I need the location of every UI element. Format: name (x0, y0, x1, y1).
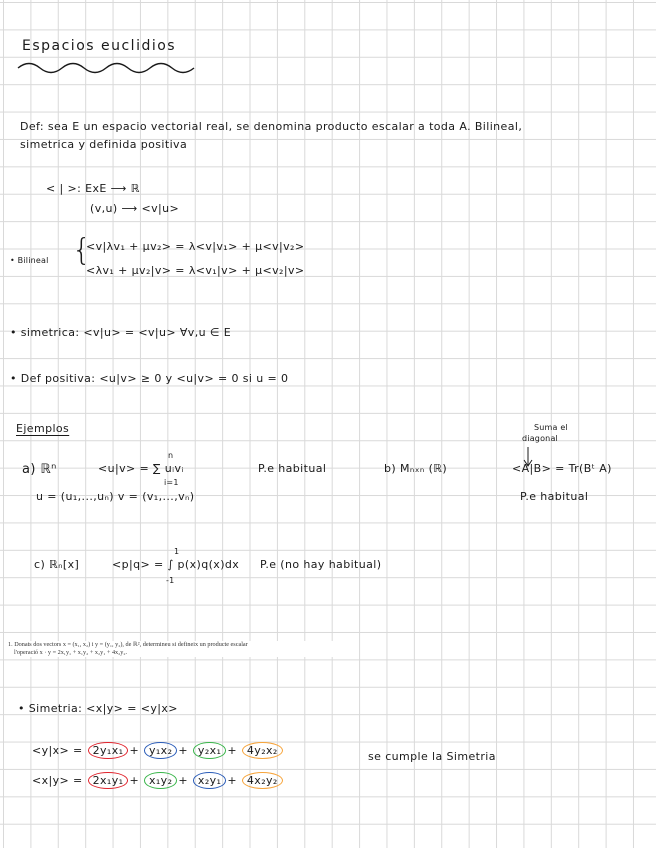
example-a-vectors: u = (u₁,...,uₙ) v = (v₁,...,vₙ) (36, 490, 195, 503)
example-b-label: b) Mₙₓₙ (ℝ) (384, 462, 448, 475)
example-c-integral-upper: 1 (174, 547, 180, 556)
example-a-equation: <u|v> = ∑ uᵢvᵢ (98, 462, 184, 475)
exercise-line-1: 1. Donats dos vectors x = (x₁, x₂) i y = (y₁, y₂), de ℝ², determineu si defineix un producte escalar (8, 641, 248, 648)
example-c-integral-lower: -1 (166, 576, 175, 585)
row-2-term-3: x₂y₁ (193, 772, 226, 789)
example-b-equation: <A|B> = Tr(Bᵗ A) (512, 462, 612, 475)
example-a-label: a) ℝⁿ (22, 462, 57, 477)
bilineal-brace: { (72, 233, 92, 268)
simetria-row-2: <x|y> = 2x₁y₁ + x₁y₂ + x₂y₁ + 4x₂y₂ (32, 772, 284, 789)
example-b-annotation-2: diagonal (522, 434, 558, 443)
row-1-term-1: 2y₁x₁ (88, 742, 129, 759)
row-2-term-1: 2x₁y₁ (88, 772, 129, 789)
row-2-prefix: <x|y> = (32, 774, 83, 787)
def-positiva-property: • Def positiva: <u|v> ≥ 0 y <u|v> = 0 si u = 0 (10, 372, 289, 385)
simetria-row-1: <y|x> = 2y₁x₁ + y₁x₂ + y₂x₁ + 4y₂x₂ (32, 742, 284, 759)
example-a-note: P.e habitual (258, 462, 327, 475)
row-1-term-4: 4y₂x₂ (242, 742, 283, 759)
inner-product-map-arg: (v,u) ⟶ <v|u> (90, 202, 180, 215)
page-title: Espacios euclidios (22, 38, 177, 54)
bilineal-equation-2: <λv₁ + μv₂|v> = λ<v₁|v> + μ<v₂|v> (86, 264, 305, 277)
inner-product-map: < | >: ExE ⟶ ℝ (46, 182, 140, 195)
row-1-prefix: <y|x> = (32, 744, 83, 757)
bilineal-equation-1: <v|λv₁ + μv₂> = λ<v|v₁> + μ<v|v₂> (86, 240, 305, 253)
example-b-annotation-1: Suma el (534, 423, 568, 432)
ejemplos-heading: Ejemplos (16, 422, 70, 435)
exercise-line-2: l'operació x · y = 2x₁y₁ + x₁y₂ + x₂y₁ + 4x₂y₂. (14, 649, 128, 656)
simetria-conclusion: se cumple la Simetria (368, 750, 496, 763)
example-a-sum-upper: n (168, 451, 174, 460)
definition-line-2: simetrica y definida positiva (20, 138, 188, 151)
row-2-term-4: 4x₂y₂ (242, 772, 283, 789)
exercise-statement (8, 641, 338, 657)
bilineal-label: • Bilineal (10, 256, 49, 265)
example-b-note: P.e habitual (520, 490, 589, 503)
example-c-equation: <p|q> = ∫ p(x)q(x)dx (112, 558, 240, 571)
simetria-check-title: • Simetria: <x|y> = <y|x> (18, 702, 178, 715)
example-a-sum-lower: i=1 (164, 478, 179, 487)
simetrica-property: • simetrica: <v|u> = <v|u> ∀v,u ∈ E (10, 326, 232, 339)
example-c-note: P.e (no hay habitual) (260, 558, 382, 571)
definition-line-1: Def: sea E un espacio vectorial real, se denomina producto escalar a toda A. Bilineal, (20, 120, 523, 133)
row-1-term-2: y₁x₂ (144, 742, 177, 759)
row-2-term-2: x₁y₂ (144, 772, 177, 789)
example-c-label: c) ℝₙ[x] (34, 558, 80, 571)
row-1-term-3: y₂x₁ (193, 742, 226, 759)
